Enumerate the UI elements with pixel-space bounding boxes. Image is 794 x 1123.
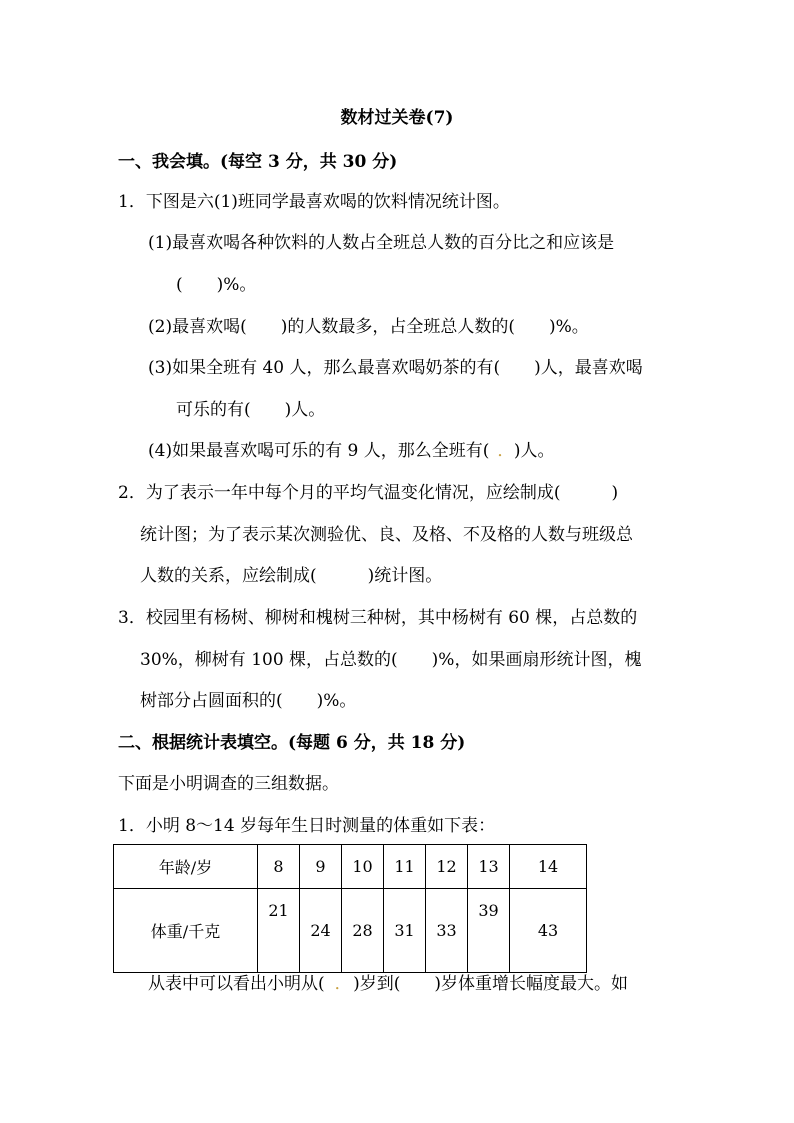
weight-cell: 31 [384, 889, 426, 973]
q1-part1-line1: (1)最喜欢喝各种饮料的人数占全班总人数的百分比之和应该是 [148, 233, 615, 253]
table-row [114, 845, 587, 889]
section-2-intro: 下面是小明调查的三组数据。 [118, 774, 339, 794]
weight-cell: 39 [468, 889, 510, 973]
s2-q1-mark: ． [334, 974, 344, 994]
age-cell: 8 [258, 845, 300, 889]
q1-part2: (2)最喜欢喝( )的人数最多，占全班总人数的( )%。 [148, 317, 589, 337]
s2-q1-text-b: )岁到( )岁体重增长幅度最大。如 [353, 974, 629, 994]
q1-part3-line2: 可乐的有( )人。 [176, 400, 326, 420]
age-cell: 10 [342, 845, 384, 889]
q1-part3-line1: (3)如果全班有 40 人，那么最喜欢喝奶茶的有( )人，最喜欢喝 [148, 358, 643, 378]
age-cell: 13 [468, 845, 510, 889]
weight-cell: 43 [510, 889, 587, 973]
q1-part4 [148, 439, 554, 463]
s2-q1-answer-line [148, 972, 628, 996]
age-cell: 9 [300, 845, 342, 889]
section-2-heading: 二、根据统计表填空。(每题 6 分，共 18 分) [118, 733, 466, 753]
age-row-label: 年龄/岁 [114, 845, 258, 889]
q1-part1-line2: ( )%。 [176, 275, 257, 295]
age-cell: 12 [426, 845, 468, 889]
s2-q1-stem: 1．小明 8～14 岁每年生日时测量的体重如下表： [118, 816, 496, 836]
q1-stem: 1．下图是六(1)班同学最喜欢喝的饮料情况统计图。 [118, 192, 510, 212]
page-title: 数材过关卷(7) [340, 108, 454, 128]
table-row [114, 889, 587, 973]
weight-cell: 28 [342, 889, 384, 973]
weight-cell: 33 [426, 889, 468, 973]
weight-table [113, 844, 587, 973]
q1-part4-mark: ． [497, 441, 506, 461]
weight-cell: 21 [258, 889, 300, 973]
q3-line3: 树部分占圆面积的( )%。 [140, 691, 357, 711]
q3-line1: 3．校园里有杨树、柳树和槐树三种树，其中杨树有 60 棵，占总数的 [118, 608, 638, 628]
section-1-heading: 一、我会填。(每空 3 分，共 30 分) [118, 152, 398, 172]
q1-part4-text-b: )人。 [513, 441, 555, 461]
q1-part4-text-a: (4)如果最喜欢喝可乐的有 9 人，那么全班有( [148, 441, 490, 461]
age-cell: 14 [510, 845, 587, 889]
q2-line3: 人数的关系，应绘制成( )统计图。 [140, 566, 443, 586]
q2-line2: 统计图；为了表示某次测验优、良、及格、不及格的人数与班级总 [140, 525, 633, 545]
s2-q1-text-a: 从表中可以看出小明从( [148, 974, 325, 994]
q3-line2: 30%，柳树有 100 棵，占总数的( )%，如果画扇形统计图，槐 [140, 650, 642, 670]
age-cell: 11 [384, 845, 426, 889]
weight-row-label: 体重/千克 [114, 889, 258, 973]
q2-line1: 2．为了表示一年中每个月的平均气温变化情况，应绘制成( ) [118, 483, 619, 503]
weight-cell: 24 [300, 889, 342, 973]
